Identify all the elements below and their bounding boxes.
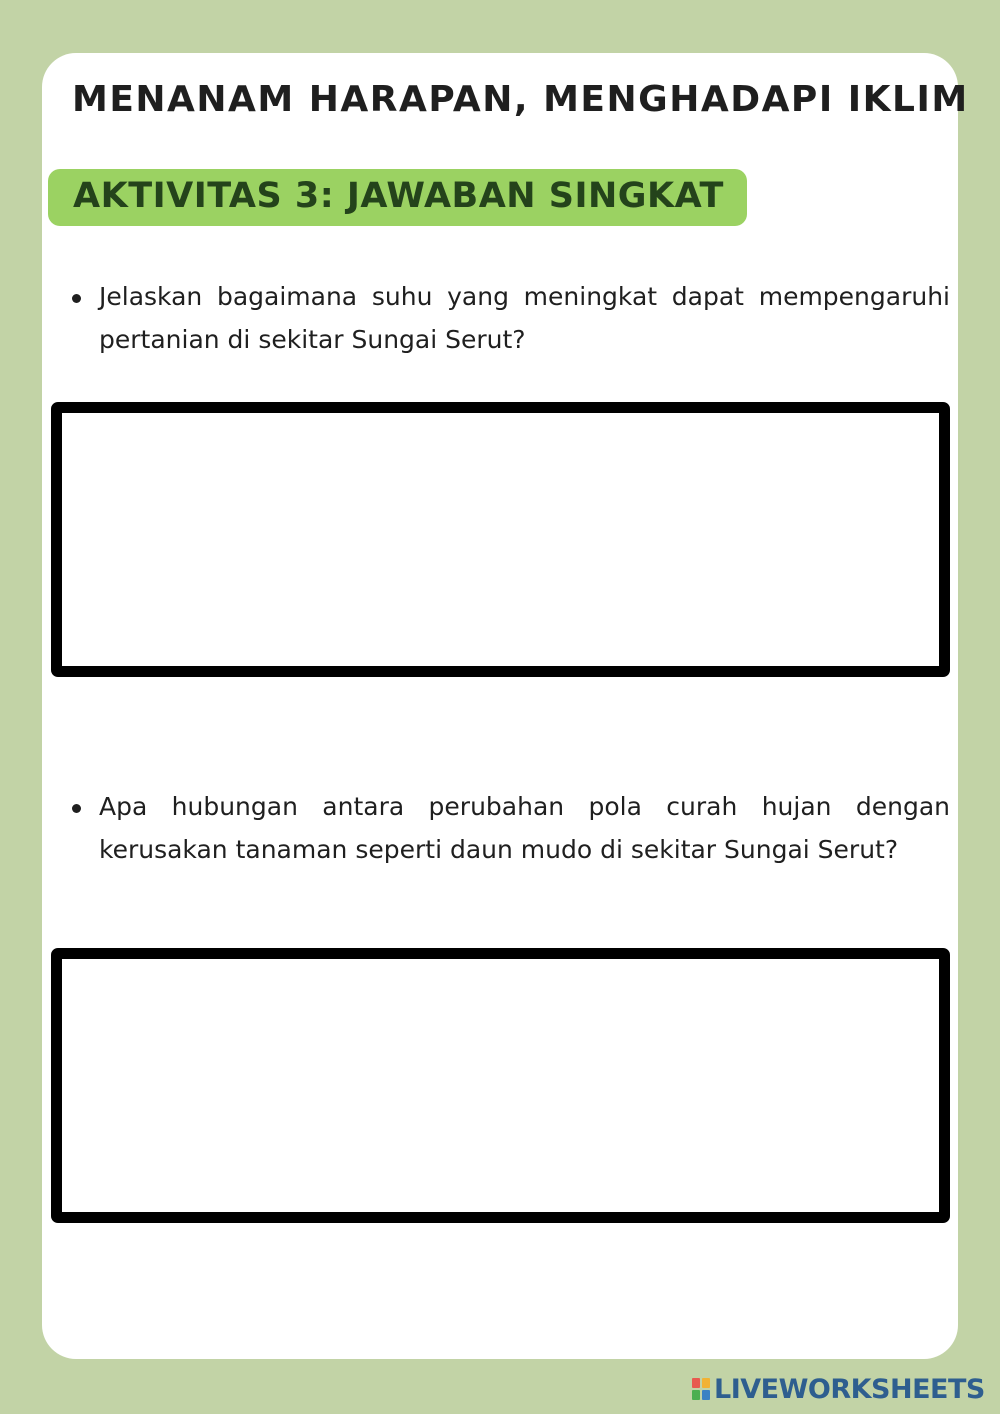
worksheet-card bbox=[42, 53, 969, 1359]
question-1 bbox=[70, 275, 950, 361]
liveworksheets-brand[interactable] bbox=[692, 1373, 985, 1405]
question-2 bbox=[70, 785, 950, 871]
bullet-icon bbox=[72, 804, 81, 813]
bullet-icon bbox=[72, 294, 81, 303]
activity-tag bbox=[48, 169, 747, 226]
activity-label: AKTIVITAS 3: JAWABAN SINGKAT bbox=[73, 176, 724, 216]
brand-name: LIVEWORKSHEETS bbox=[714, 1373, 985, 1405]
answer-box-2[interactable] bbox=[51, 948, 950, 1223]
question-1-text: Jelaskan bagaimana suhu yang meningkat dapat mempengaruhi pertanian di sekitar Sungai Serut? bbox=[99, 282, 950, 354]
liveworksheets-logo-icon bbox=[692, 1378, 710, 1400]
answer-box-1[interactable] bbox=[51, 402, 950, 677]
question-2-text: Apa hubungan antara perubahan pola curah hujan dengan kerusakan tanaman seperti daun mudo di sekitar Sungai Serut? bbox=[99, 792, 950, 864]
worksheet-title: MENANAM HARAPAN, MENGHADAPI IKLIM bbox=[72, 79, 969, 120]
